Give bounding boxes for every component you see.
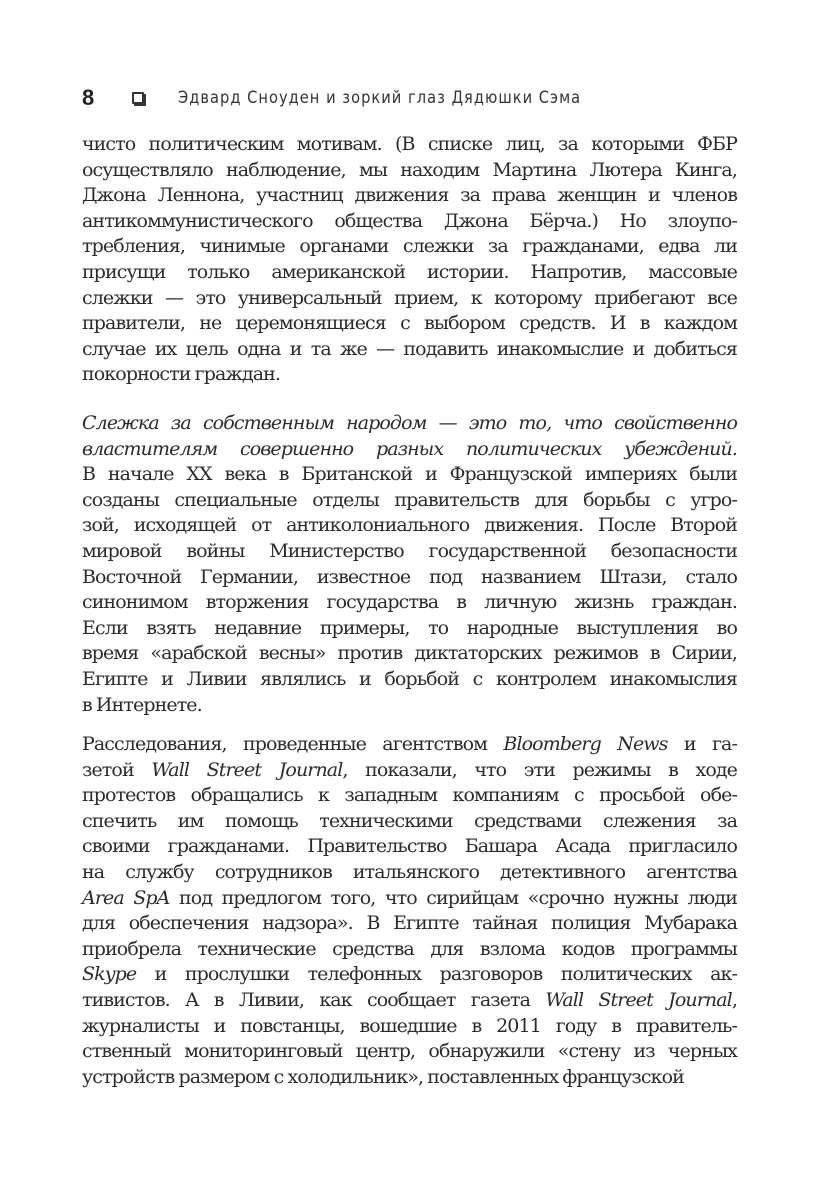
italic-text: Слежка за собственным народом — это то, что свойственно <box>82 412 737 434</box>
text-line <box>82 616 737 642</box>
text-line <box>82 1039 737 1065</box>
text-segment: тивистов. А в Ливии, как сообщает газета <box>82 988 546 1011</box>
text-segment: спечить им помощь техническими средствами слежения за <box>82 809 737 832</box>
text-segment: осуществляло наблюдение, мы находим Мартина Лютера Кинга, <box>82 158 737 181</box>
text-line <box>82 462 737 488</box>
text-segment: правители, не церемонящиеся с выбором средств. И в каждом <box>82 312 737 335</box>
text-segment: и прослушки телефонных разговоров политических ак- <box>136 963 737 986</box>
text-segment: Египте и Ливии являлись и борьбой с контролем инакомыслия <box>82 667 737 690</box>
running-title: Эдвард Сноуден и зоркий глаз Дядюшки Сэма <box>178 88 582 108</box>
paragraph-2 <box>82 411 737 718</box>
paragraph-1 <box>82 132 737 388</box>
text-line <box>82 1014 737 1040</box>
text-line <box>82 783 737 809</box>
text-line <box>82 132 737 158</box>
text-segment: в Интернете. <box>82 693 202 716</box>
text-line <box>82 1065 737 1091</box>
text-line <box>82 962 737 988</box>
text-segment: , показали, что эти режимы в ходе <box>342 758 737 781</box>
text-segment: синонимом вторжения государства в личную жизнь граждан. <box>82 591 737 614</box>
text-segment: Если взять недавние примеры, то народные выступления во <box>82 616 737 639</box>
text-line <box>82 513 737 539</box>
text-segment: время «арабской весны» против диктаторских режимов в Сирии, <box>82 642 737 665</box>
text-segment: протестов обращались к западным компаниям с просьбой обе- <box>82 784 737 807</box>
text-line <box>82 565 737 591</box>
text-segment: слежки — это универсальный прием, к которому прибегают все <box>82 286 737 309</box>
text-line <box>82 590 737 616</box>
text-segment: требления, чинимые органами слежки за гражданами, едва ли <box>82 235 737 258</box>
text-segment: на службу сотрудников итальянского детективного агентства <box>82 860 737 883</box>
text-segment: ственный мониторинговый центр, обнаружили «стену из черных <box>82 1040 737 1063</box>
text-line <box>82 539 737 565</box>
text-line <box>82 809 737 835</box>
text-line <box>82 834 737 860</box>
text-segment: приобрела технические средства для взлома кодов программы <box>82 937 737 960</box>
text-segment: антикоммунистического общества Джона Бёрча.) Но злоупо- <box>82 209 737 232</box>
text-line <box>82 488 737 514</box>
text-line <box>82 183 737 209</box>
text-line <box>82 732 737 758</box>
text-line <box>82 286 737 312</box>
text-line <box>82 260 737 286</box>
italic-text: Wall Street Journal <box>545 988 732 1011</box>
text-line <box>82 937 737 963</box>
paragraph-3 <box>82 732 737 1090</box>
text-segment: Джона Леннона, участниц движения за права женщин и членов <box>82 184 737 207</box>
text-segment: зой, исходящей от антиколониального движения. После Второй <box>82 514 737 537</box>
text-segment: , <box>731 988 737 1011</box>
text-segment: чисто политическим мотивам. (В списке лиц, за которыми ФБР <box>82 133 737 155</box>
text-segment: под предлогом того, что сирийцам «срочно нужны люди <box>169 886 737 909</box>
text-line <box>82 693 737 719</box>
text-line <box>82 158 737 184</box>
text-segment: своими гражданами. Правительство Башара Асада пригласило <box>82 835 737 858</box>
text-line <box>82 758 737 784</box>
text-segment: и га- <box>667 733 737 755</box>
italic-text: Area SpA <box>82 886 170 909</box>
text-line <box>82 437 737 463</box>
text-line <box>82 362 737 388</box>
text-segment: В начале XX века в Британской и Французской империях были <box>82 463 737 486</box>
text-line <box>82 641 737 667</box>
text-segment: случае их цель одна и та же — подавить инакомыслие и добиться <box>82 337 737 360</box>
text-segment: мировой войны Министерство государственной безопасности <box>82 539 737 562</box>
italic-text: Skype <box>82 963 137 986</box>
text-segment: Расследования, проведенные агентством <box>82 733 504 755</box>
text-line <box>82 860 737 886</box>
text-line <box>82 886 737 912</box>
page-number: 8 <box>82 85 95 110</box>
square-bullet-icon <box>132 92 144 104</box>
italic-text: Bloomberg News <box>503 733 668 755</box>
text-segment: журналисты и повстанцы, вошедшие в 2011 году в правитель- <box>82 1014 737 1037</box>
text-line <box>82 667 737 693</box>
text-segment: зетой <box>82 758 152 781</box>
running-header <box>82 84 647 112</box>
text-line <box>82 234 737 260</box>
text-segment: устройств размером с холодильник», поставленных французской <box>82 1065 684 1088</box>
text-line <box>82 411 737 437</box>
text-segment: Восточной Германии, известное под названием Штази, стало <box>82 565 737 588</box>
italic-text: Wall Street Journal <box>151 758 343 781</box>
text-segment: созданы специальные отделы правительств для борьбы с угро- <box>82 488 737 511</box>
text-line <box>82 337 737 363</box>
text-segment: покорности граждан. <box>82 363 281 386</box>
text-line <box>82 911 737 937</box>
italic-text: властителям совершенно разных политических убеждений. <box>82 437 737 460</box>
text-line <box>82 209 737 235</box>
text-segment: присущи только американской истории. Напротив, массовые <box>82 260 737 283</box>
text-line <box>82 988 737 1014</box>
text-line <box>82 311 737 337</box>
text-segment: для обеспечения надзора». В Египте тайная полиция Мубарака <box>82 912 737 935</box>
